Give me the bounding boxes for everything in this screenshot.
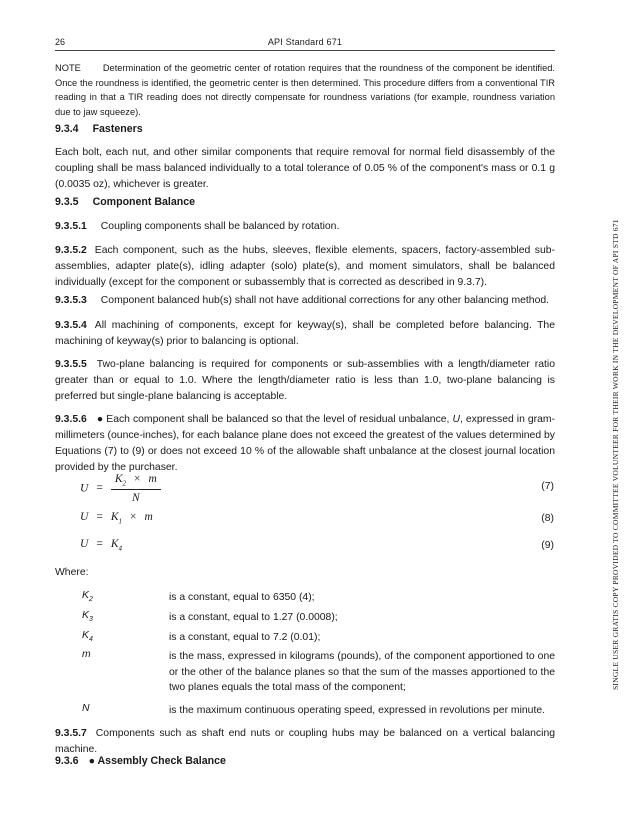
eq-denominator: N bbox=[131, 492, 140, 505]
eq-lhs: U bbox=[80, 538, 89, 550]
symbol-letter: N bbox=[82, 703, 90, 714]
eq-symbol: m bbox=[144, 511, 153, 523]
def-symbol bbox=[82, 703, 90, 714]
symbol-subscript: 4 bbox=[88, 636, 93, 644]
fasteners-paragraph: Each bolt, each nut, and other similar components that require removal for normal field disassembly of the coupling shall be mass balanced individually to a total tolerance of 0.05 % of the component's mass or 0.1 g (0.0035 oz), whichever is greater. bbox=[55, 147, 555, 190]
def-text: is a constant, equal to 7.2 (0.01); bbox=[169, 632, 321, 643]
def-symbol bbox=[82, 649, 91, 660]
clause-text: Components such as shaft end nuts or coupling hubs may be balanced on a vertical balancing machine. bbox=[55, 728, 555, 755]
symbol-subscript: 2 bbox=[88, 596, 93, 604]
eq-numerator bbox=[111, 473, 161, 490]
heading-title: Component Balance bbox=[92, 196, 195, 208]
clause-number: 9.3.5.2 bbox=[55, 245, 87, 256]
def-text: is a constant, equal to 6350 (4); bbox=[169, 592, 315, 603]
def-text: is a constant, equal to 1.27 (0.0008); bbox=[169, 612, 338, 623]
clause-text: Component balanced hub(s) shall not have additional corrections for any other balancing method. bbox=[100, 295, 550, 306]
equation-7 bbox=[80, 473, 161, 504]
clause-number: 9.3.5.1 bbox=[55, 221, 87, 232]
page-number: 26 bbox=[55, 37, 66, 47]
heading-title: Fasteners bbox=[92, 123, 143, 135]
clause-9-3-5-5 bbox=[55, 357, 555, 405]
eq-subscript: 2 bbox=[122, 479, 126, 488]
def-text: is the maximum continuous operating speed, expressed in revolutions per minute. bbox=[169, 705, 545, 716]
symbol-letter: m bbox=[82, 649, 91, 660]
bullet-icon: ● bbox=[96, 414, 104, 425]
eq-operator: × bbox=[133, 473, 141, 485]
bullet-icon: ● bbox=[88, 755, 95, 767]
copyright-sidebar bbox=[611, 219, 621, 700]
clause-number: 9.3.5.6 bbox=[55, 414, 87, 425]
heading-9-3-5 bbox=[55, 196, 195, 208]
copyright-sidebar-text: SINGLE USER GRATIS COPY PROVIDED TO COMMITTEE VOLUNTEER FOR THEIR WORK IN THE DEVELOPMENT OF API STD 671 bbox=[611, 219, 620, 690]
def-text: is the mass, expressed in kilograms (pounds), of the component apportioned to one or the other of the balance planes so that the sum of the masses apportioned to the two planes equals the total mass of the component; bbox=[169, 651, 555, 693]
eq-subscript: 4 bbox=[118, 544, 122, 553]
clause-number: 9.3.5.5 bbox=[55, 359, 87, 370]
clause-number: 9.3.5.7 bbox=[55, 728, 87, 739]
heading-title: Assembly Check Balance bbox=[97, 755, 226, 767]
clause-text: Two-plane balancing is required for components or sub-assemblies with a length/diameter ratio greater than or equal to 1.0. Where the length/diameter ratio is less than 1.0, two-plane balancing is preferred but single-plane balancing is acceptable. bbox=[55, 359, 555, 402]
clause-number: 9.3.5.4 bbox=[55, 320, 87, 331]
eq-sign: = bbox=[96, 482, 103, 495]
eq-subscript: 1 bbox=[118, 517, 122, 526]
header-rule bbox=[55, 50, 555, 51]
clause-9-3-5-3 bbox=[55, 293, 555, 309]
running-title: API Standard 671 bbox=[267, 37, 343, 47]
clause-text: Each component shall be balanced so that the level of residual unbalance, bbox=[106, 414, 453, 425]
eq-sign: = bbox=[96, 538, 103, 550]
eq-lhs: U bbox=[80, 482, 89, 495]
eq-operator: × bbox=[129, 511, 137, 523]
heading-9-3-4 bbox=[55, 123, 143, 135]
symbol-letter: K bbox=[82, 630, 89, 641]
eq-sign: = bbox=[96, 511, 103, 523]
equation-9 bbox=[80, 538, 122, 552]
note-paragraph bbox=[55, 61, 555, 119]
clause-text: Each component, such as the hubs, sleeves, flexible elements, spacers, factory-assembled sub-assemblies, adapter plate(s), idling adapter (solo) plate(s), and moment simulators, shall be balanced individually (except for the component or subassembly that is corrected as described in 9.3.7). bbox=[55, 245, 555, 288]
clause-text: All machining of components, except for keyway(s), shall be completed before balancing. The machining of keyway(s) prior to balancing is optional. bbox=[55, 320, 555, 347]
clause-text: Coupling components shall be balanced by rotation. bbox=[100, 221, 340, 232]
clause-number: 9.3.5.3 bbox=[55, 295, 87, 306]
note-text: Determination of the geometric center of rotation requires that the roundness of the component be identified. Once the roundness is identified, the geometric center is then determined. This procedure differs from a conventional TIR reading in that a TIR reading does not directly compensate for roundness variations (for example, roundness variation due to jaw squeeze). bbox=[55, 63, 555, 117]
equation-number-8: (8) bbox=[541, 513, 554, 524]
def-symbol bbox=[82, 610, 93, 623]
clause-9-3-5-6 bbox=[55, 412, 555, 476]
def-symbol bbox=[82, 590, 93, 603]
equation-8 bbox=[80, 511, 153, 525]
heading-number: 9.3.5 bbox=[55, 196, 79, 208]
clause-text-continued: , expressed in gram-millimeters (ounce-inches), for each balance plane does not exceed the greatest of the values determined by Equations (7) to (9) or does not exceed 10 % of the allowable shaft unbalance at the closest journal location provided by the purchaser. bbox=[55, 414, 556, 473]
symbol-letter: K bbox=[82, 610, 89, 621]
symbol-letter: K bbox=[82, 590, 89, 601]
clause-9-3-5-2 bbox=[55, 243, 555, 291]
page-header bbox=[55, 37, 555, 51]
eq-lhs: U bbox=[80, 511, 89, 523]
eq-fraction bbox=[111, 473, 161, 504]
eq-symbol: K bbox=[114, 473, 123, 485]
symbol-subscript: 3 bbox=[88, 616, 93, 624]
heading-9-3-6 bbox=[55, 755, 226, 767]
note-label: NOTE bbox=[55, 63, 81, 73]
eq-symbol: K bbox=[110, 538, 119, 550]
heading-number: 9.3.6 bbox=[55, 755, 79, 767]
heading-number: 9.3.4 bbox=[55, 123, 79, 135]
clause-9-3-5-7 bbox=[55, 726, 555, 758]
clause-9-3-5-1 bbox=[55, 219, 555, 235]
equation-number-9: (9) bbox=[541, 540, 554, 551]
clause-9-3-5-4 bbox=[55, 318, 555, 350]
equation-number-7: (7) bbox=[541, 481, 554, 492]
eq-symbol: m bbox=[148, 473, 157, 485]
variable: U bbox=[452, 414, 460, 425]
eq-symbol: K bbox=[110, 511, 119, 523]
def-symbol bbox=[82, 630, 93, 643]
where-label: Where: bbox=[55, 567, 89, 578]
